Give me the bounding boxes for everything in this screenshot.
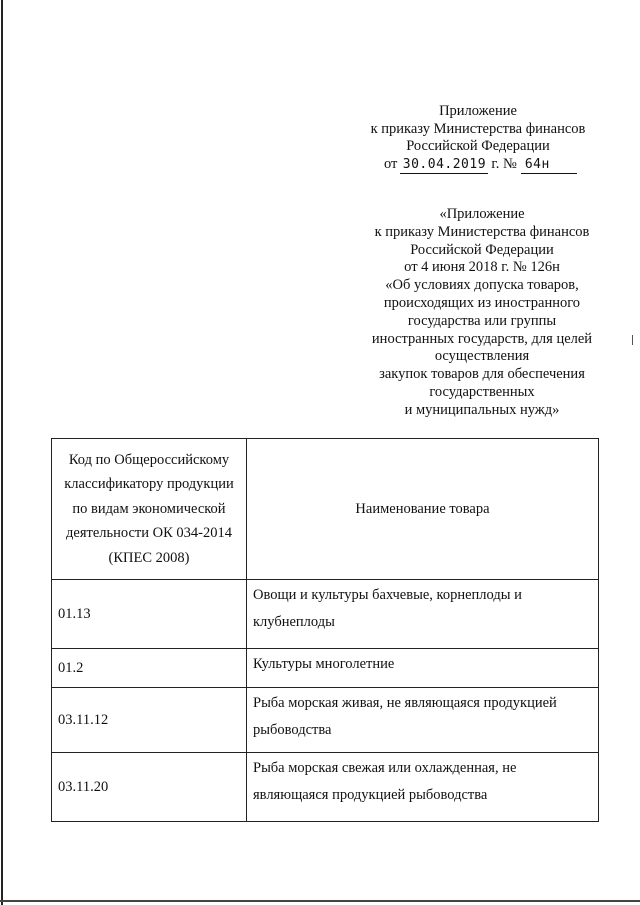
order-date-line: [384, 155, 614, 174]
annex-line: и муниципальных нужд»: [404, 401, 560, 418]
name-cell: [247, 688, 599, 753]
table-row: [52, 688, 599, 753]
header-code-line: Код по Общероссийскому: [68, 451, 230, 468]
annex-line: Российской Федерации: [410, 241, 554, 258]
code-cell: 03.11.20: [52, 753, 247, 822]
annex-line: «Об условиях допуска товаров,: [385, 277, 579, 294]
goods-table: [51, 438, 599, 822]
header-code-line: по видам экономической: [72, 500, 226, 517]
table-row: [52, 753, 599, 822]
table-header-row: [52, 439, 599, 580]
annex-line: «Приложение: [439, 206, 525, 222]
header-code-cell: [52, 439, 247, 580]
header-line: Российской Федерации: [406, 138, 550, 154]
table-row: [52, 580, 599, 649]
name-line: Культуры многолетние: [253, 656, 395, 672]
header-line: Приложение: [439, 103, 517, 119]
handwritten-order-number: 64н: [521, 157, 577, 174]
name-line: Рыба морская живая, не являющаяся продукцией: [253, 695, 557, 711]
name-line: являющаяся продукцией рыбоводства: [253, 787, 488, 803]
annex-line: закупок товаров для обеспечения: [379, 366, 585, 383]
date-prefix: от: [384, 156, 398, 172]
name-cell: [247, 753, 599, 822]
name-cell: [247, 649, 599, 688]
annex-line: осуществления: [434, 348, 530, 365]
scan-right-mark: [632, 335, 633, 345]
year-suffix: г. №: [491, 156, 517, 172]
annex-line: иностранных государств, для целей: [371, 330, 593, 347]
scan-bottom-edge: [0, 900, 640, 902]
annex-block: [348, 206, 616, 420]
header-code-line: деятельности ОК 034-2014: [66, 525, 232, 542]
annex-line: к приказу Министерства финансов: [374, 223, 590, 240]
name-line: Овощи и культуры бахчевые, корнеплоды и: [253, 587, 522, 603]
name-line: клубнеплоды: [253, 614, 335, 630]
header-code-line: (КПЕС 2008): [108, 549, 190, 566]
annex-line: происходящих из иностранного: [383, 294, 581, 311]
header-code-line: классификатору продукции: [64, 476, 234, 493]
scan-left-edge: [1, 0, 3, 905]
name-line: рыбоводства: [253, 722, 332, 738]
code-cell: 01.2: [52, 649, 247, 688]
handwritten-date: 30.04.2019: [400, 157, 488, 174]
annex-line: от 4 июня 2018 г. № 126н: [404, 259, 560, 276]
order-header: [358, 103, 598, 156]
name-line: Рыба морская свежая или охлажденная, не: [253, 760, 517, 776]
annex-line: государства или группы: [407, 312, 557, 329]
annex-line: государственных: [429, 383, 535, 400]
code-cell: 03.11.12: [52, 688, 247, 753]
name-cell: [247, 580, 599, 649]
header-name-cell: Наименование товара: [247, 439, 599, 580]
table-row: [52, 649, 599, 688]
header-line: к приказу Министерства финансов: [370, 120, 586, 137]
code-cell: 01.13: [52, 580, 247, 649]
